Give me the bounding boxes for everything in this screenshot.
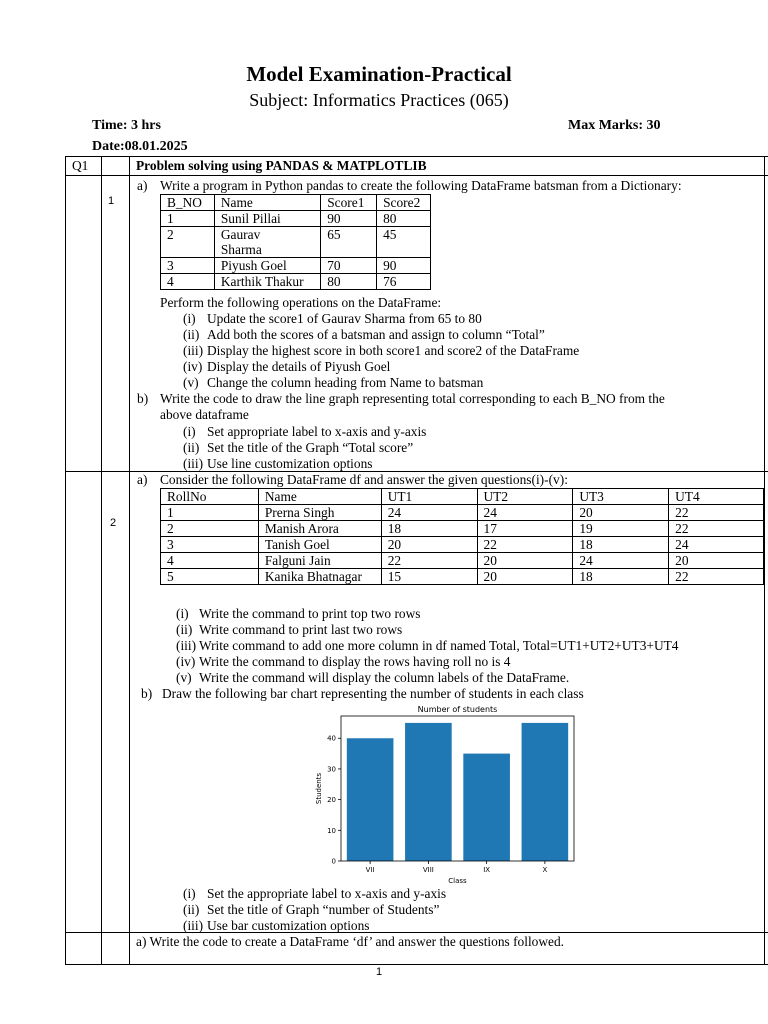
table-row [161,211,431,227]
table-cell: 20 [669,553,764,569]
page-number: 1 [375,966,383,978]
bar [347,738,394,861]
list-item-text: Set appropriate label to x-axis and y-axis [207,424,427,439]
s3-a-text: a) Write the code to create a DataFrame ‘df’ and answer the questions followed. [136,934,565,949]
list-marker: (ii) [176,622,193,637]
table-cell: Piyush Goel [214,258,320,274]
table-cell: 22 [669,505,764,521]
table-cell: 22 [381,553,477,569]
s1-b-text-line2: above dataframe [160,407,249,422]
s1-b-text-line1: Write the code to draw the line graph representing total corresponding to each B_NO from the [160,391,665,406]
list-item-text: Add both the scores of a batsman and assign to column “Total” [207,327,545,342]
list-item-text: Use line customization options [207,456,373,471]
s2-a-marker: a) [137,472,148,487]
list-marker: (iii) [176,638,197,653]
table-row [161,553,764,569]
table-cell: 80 [321,274,377,290]
exam-subject: Subject: Informatics Practices (065) [249,90,509,110]
y-tick-label: 20 [327,796,336,805]
bar [522,723,569,861]
list-item-text: Set the title of the Graph “Total score” [207,440,414,455]
table-cell: 22 [669,569,764,585]
table-cell: 20 [381,537,477,553]
question-heading: Problem solving using PANDAS & MATPLOTLIB [136,158,427,173]
table-header-cell: Score1 [321,195,377,211]
list-marker: (ii) [183,902,200,917]
table-cell: 22 [669,521,764,537]
table-cell: 20 [477,553,573,569]
table-cell: Prerna Singh [258,505,381,521]
table-header-cell: UT1 [381,489,477,505]
table-cell: 4 [161,274,215,290]
table-cell: 17 [477,521,573,537]
y-tick-label: 0 [331,857,336,866]
s2-b-text: Draw the following bar chart representing the number of students in each class [162,686,584,701]
list-item-text: Display the details of Piyush Goel [207,359,391,374]
table-cell: Karthik Thakur [214,274,320,290]
list-marker: (ii) [183,327,200,342]
table-header-row [161,489,764,505]
table-row [161,569,764,585]
x-tick-label: X [542,866,548,874]
section-2-number: 2 [110,517,117,529]
list-marker: (iv) [176,654,196,669]
list-marker: (ii) [183,440,200,455]
table-row [161,274,431,290]
table-cell: 3 [161,258,215,274]
table-cell: 4 [161,553,259,569]
table-cell: 5 [161,569,259,585]
exam-date: Date:08.01.2025 [92,139,188,154]
y-tick-label: 40 [327,734,336,743]
students-bar-chart [300,700,590,886]
table-cell: 24 [381,505,477,521]
list-item-text: Display the highest score in both score1 and score2 of the DataFrame [207,343,580,358]
table-header-cell: B_NO [161,195,215,211]
list-item-text: Write the command to display the rows having roll no is 4 [199,654,511,669]
table-cell: 90 [321,211,377,227]
exam-title: Model Examination-Practical [246,62,512,86]
table-cell: 1 [161,211,215,227]
table-row [161,227,431,258]
chart-title: Number of students [417,705,498,714]
table-cell: 70 [321,258,377,274]
table-cell: 24 [669,537,764,553]
table-row [161,505,764,521]
table-cell: Gaurav Sharma [214,227,320,258]
list-marker: (iii) [183,343,204,358]
s1-a-marker: a) [137,178,148,193]
s2-a-text: Consider the following DataFrame df and answer the given questions(i)-(v): [160,472,568,487]
list-marker: (i) [183,311,196,326]
table-cell: 15 [381,569,477,585]
table-row [161,258,431,274]
table-cell: Sunil Pillai [214,211,320,227]
list-item-text: Change the column heading from Name to batsman [207,375,484,390]
x-tick-label: IX [483,866,491,874]
s1-b-marker: b) [137,391,149,406]
table-header-cell: RollNo [161,489,259,505]
bar [405,723,452,861]
table-header-cell: Name [258,489,381,505]
s2-b-marker: b) [141,686,153,701]
table-cell: 76 [377,274,431,290]
y-tick-label: 30 [327,765,336,774]
table-header-cell: UT4 [669,489,764,505]
list-marker: (iii) [183,456,204,471]
table-row [161,521,764,537]
table-cell: Falguni Jain [258,553,381,569]
list-item-text: Set the appropriate label to x-axis and y-axis [207,886,447,901]
table-header-cell: UT3 [573,489,669,505]
ut-scores-table [160,488,764,585]
table-cell: 2 [161,227,215,258]
list-marker: (v) [176,670,192,685]
exam-time: Time: 3 hrs [92,118,161,133]
list-item-text: Write the command to print top two rows [199,606,421,621]
list-item-text: Update the score1 of Gaurav Sharma from 65 to 80 [207,311,482,326]
table-cell: 18 [573,537,669,553]
table-header-cell: Name [214,195,320,211]
list-item-text: Write the command will display the column labels of the DataFrame. [199,670,570,685]
list-item-text: Set the title of Graph “number of Students” [207,902,440,917]
table-cell: 18 [381,521,477,537]
table-cell: 22 [477,537,573,553]
table-cell: 65 [321,227,377,258]
list-marker: (i) [183,886,196,901]
s1-perform-text: Perform the following operations on the DataFrame: [160,295,442,310]
table-cell: 20 [477,569,573,585]
table-cell: Tanish Goel [258,537,381,553]
list-item-text: Use bar customization options [207,918,370,933]
table-cell: 19 [573,521,669,537]
table-header-row [161,195,431,211]
table-cell: 2 [161,521,259,537]
x-tick-label: VIII [422,866,434,874]
s1-a-text: Write a program in Python pandas to create the following DataFrame batsman from a Dictionary: [160,178,682,193]
x-tick-label: VII [365,866,375,874]
table-cell: 45 [377,227,431,258]
table-cell: 18 [573,569,669,585]
table-row [161,537,764,553]
list-marker: (i) [183,424,196,439]
table-header-cell: UT2 [477,489,573,505]
list-marker: (i) [176,606,189,621]
x-axis-label: Class [448,877,467,885]
table-cell: Manish Arora [258,521,381,537]
table-cell: 1 [161,505,259,521]
section-1-number: 1 [108,195,115,207]
table-cell: 3 [161,537,259,553]
table-cell: 20 [573,505,669,521]
list-marker: (v) [183,375,199,390]
list-marker: (iv) [183,359,203,374]
y-tick-label: 10 [327,826,336,835]
y-axis-label: Students [315,772,323,805]
list-item-text: Write command to print last two rows [199,622,403,637]
table-header-cell: Score2 [377,195,431,211]
batsman-table [160,194,431,290]
list-marker: (iii) [183,918,204,933]
table-cell: 24 [573,553,669,569]
table-cell: 80 [377,211,431,227]
question-label: Q1 [72,158,89,173]
table-cell: Kanika Bhatnagar [258,569,381,585]
table-cell: 24 [477,505,573,521]
table-cell: 90 [377,258,431,274]
exam-max-marks: Max Marks: 30 [568,118,661,133]
bar [463,754,510,861]
list-item-text: Write command to add one more column in df named Total, Total=UT1+UT2+UT3+UT4 [199,638,679,653]
